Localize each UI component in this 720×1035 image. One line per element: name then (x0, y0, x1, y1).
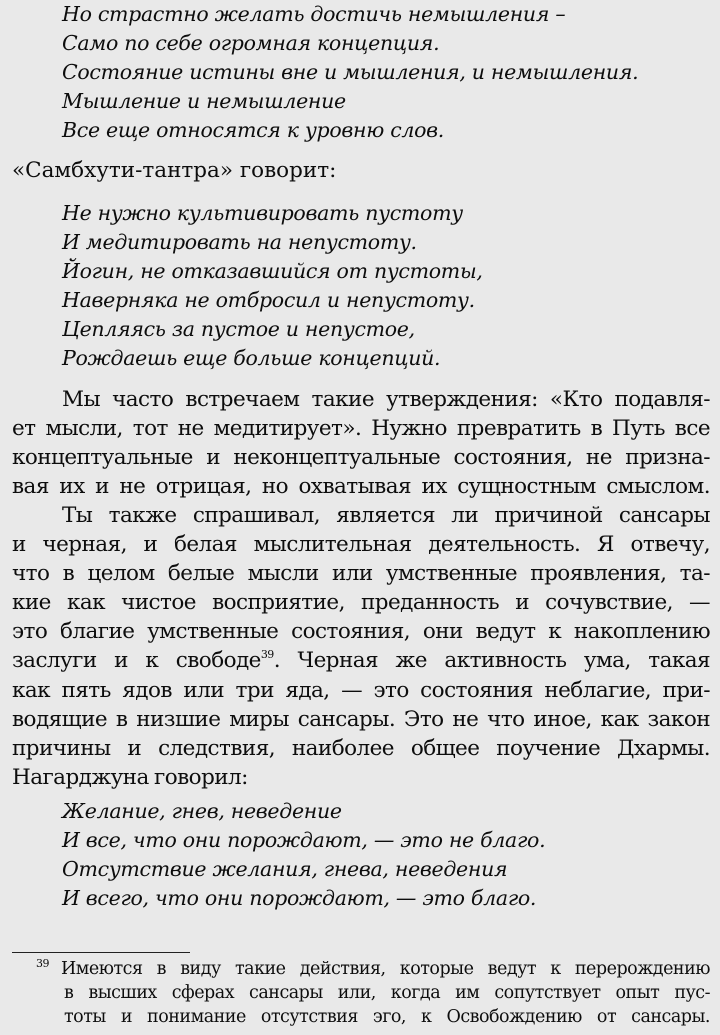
verse-line: И медитировать на непустоту. (62, 230, 417, 254)
paragraph-line: Ты также спрашивал, является ли причиной сансары (62, 503, 710, 528)
paragraph-line: ет мысли, тот не медитирует». Нужно превратить в Путь все (12, 416, 710, 442)
paragraph-line: и черная, и белая мыслительная деятельность. Я отвечу, (12, 532, 710, 558)
verse-line: Не нужно культивировать пустоту (62, 201, 463, 225)
paragraph-line: Мы часто встречаем такие утверждения: «Кто подавля- (62, 387, 710, 412)
verse-line: И всего, что они порождают, — это благо. (62, 886, 537, 910)
verse-line: Само по себе огромная концепция. (62, 31, 440, 55)
verse-line: Но страстно желать достичь немышления – (62, 2, 566, 26)
samb-intro: «Самбхути-тантра» говорит: (12, 158, 337, 183)
verse-line: И все, что они порождают, — это не благо. (62, 828, 546, 852)
footnote-line: в высших сферах сансары или, когда им сопутствует опыт пус- (64, 983, 710, 1003)
footnote-reference[interactable]: 39 (260, 648, 274, 662)
footnote-line: тоты и понимание отсутствия эго, к Освобождению от сансары. (64, 1007, 710, 1027)
paragraph-line: Нагарджуна говорил: (12, 764, 248, 790)
verse-line: Наверняка не отбросил и непустоту. (62, 288, 475, 312)
paragraph-line-with-footnote (12, 646, 710, 675)
paragraph-line: что в целом белые мысли или умственные проявления, та- (12, 561, 710, 587)
footnote-line (36, 957, 710, 981)
footnote-divider (12, 952, 190, 953)
paragraph-line: вая их и не отрицая, но охватывая их сущностным смыслом. (12, 474, 710, 500)
verse-nagarjuna (62, 797, 545, 913)
paragraph-line: это благие умственные состояния, они ведут к накоплению (12, 619, 710, 645)
footnote-mark: 39 (36, 957, 49, 970)
verse-line: Все еще относятся к уровню слов. (62, 118, 445, 142)
paragraph-line: кие как чистое восприятие, преданность и сочувствие, — (12, 590, 710, 616)
footnote-text: Имеются в виду такие действия, которые ведут к перерождению (61, 959, 710, 979)
verse-line: Цепляясь за пустое и непустое, (62, 317, 415, 341)
verse-top (62, 0, 638, 145)
line-part: . Черная же активность ума, такая (273, 648, 710, 674)
paragraph-line: как пять ядов или три яда, — это состояния неблагие, при- (12, 677, 710, 703)
paragraph-line: водящие в низшие миры сансары. Это не что иное, как закон (12, 706, 710, 732)
paragraph-2 (12, 501, 710, 792)
footnote (36, 957, 710, 1029)
verse-line: Желание, гнев, неведение (62, 799, 342, 823)
verse-line: Рождаешь еще больше концепций. (62, 346, 441, 370)
verse-line: Состояние истины вне и мышления, и немышления. (62, 60, 639, 84)
paragraph-1 (12, 385, 710, 501)
verse-line: Мышление и немышление (62, 89, 346, 113)
line-part: заслуги и к свободе (12, 648, 261, 674)
paragraph-line: концептуальные и неконцептуальные состояния, не призна- (12, 445, 710, 471)
verse-line: Йогин, не отказавшийся от пустоты, (62, 259, 483, 283)
verse-line: Отсутствие желания, гнева, неведения (62, 857, 508, 881)
paragraph-line: причины и следствия, наиболее общее поучение Дхармы. (12, 735, 710, 761)
verse-sambhuti (62, 199, 483, 373)
